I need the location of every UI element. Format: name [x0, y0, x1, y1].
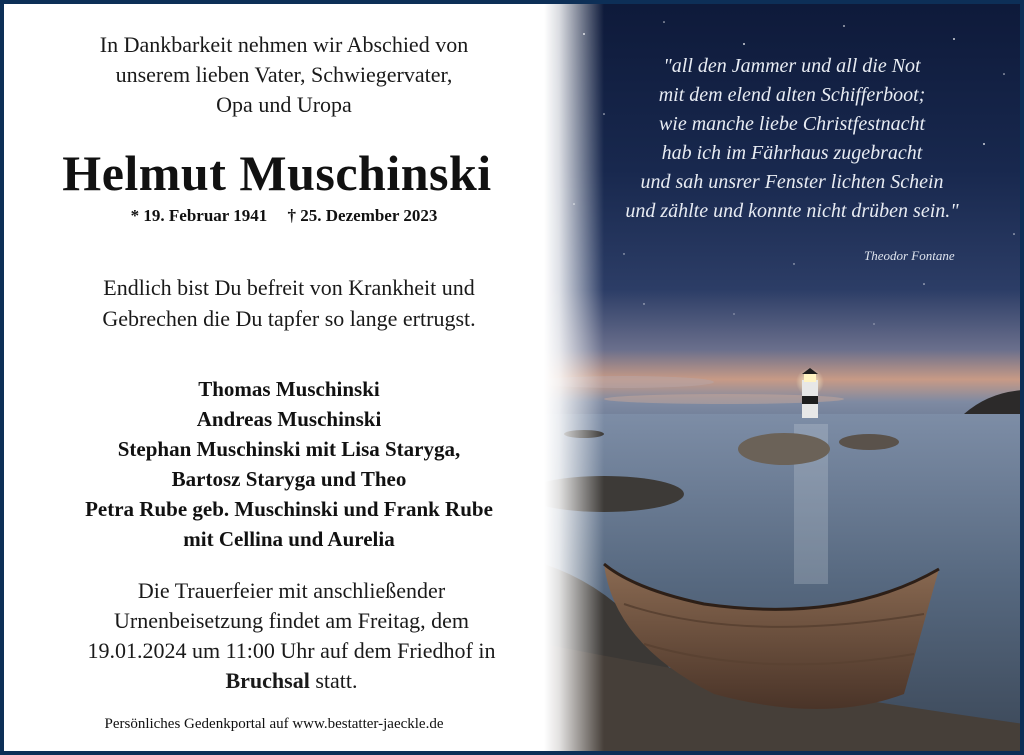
intro-line: Opa und Uropa [216, 92, 352, 117]
mourner-line: Petra Rube geb. Muschinski und Frank Rube [85, 497, 493, 521]
funeral-service-info [34, 576, 549, 696]
message-line: Endlich bist Du befreit von Krankheit und [103, 275, 475, 300]
mourner-line: mit Cellina und Aurelia [183, 527, 395, 551]
text-column [4, 4, 564, 755]
intro-text [34, 30, 534, 120]
life-dates [64, 206, 504, 226]
death-date: † 25. Dezember 2023 [287, 206, 438, 225]
quote-line: "all den Jammer und all die Not [663, 55, 921, 77]
service-line-place [34, 666, 549, 696]
quote-line: und zählte und konnte nicht drüben sein." [625, 200, 959, 222]
mourners-list [24, 374, 554, 554]
deceased-name: Helmut Muschinski [62, 145, 492, 201]
mourner-line: Bartosz Staryga und Theo [171, 467, 407, 491]
birth-date: * 19. Februar 1941 [130, 206, 268, 225]
quote-line: wie manche liebe Christfestnacht [658, 113, 926, 135]
quote-line: und sah unsrer Fenster lichten Schein [640, 171, 944, 193]
intro-line: In Dankbarkeit nehmen wir Abschied von [99, 32, 469, 57]
cemetery-place: Bruchsal [225, 668, 310, 693]
service-line: Die Trauerfeier mit anschließender [137, 578, 446, 603]
fontane-quote [574, 52, 1010, 226]
mourner-line: Andreas Muschinski [196, 407, 382, 431]
mourner-line: Thomas Muschinski [198, 377, 380, 401]
service-suffix: statt. [309, 668, 358, 693]
farewell-message [34, 272, 544, 334]
quote-line: hab ich im Fährhaus zugebracht [661, 142, 923, 164]
service-line: Urnenbeisetzung findet am Freitag, dem [114, 608, 469, 633]
quote-line: mit dem elend alten Schifferboot; [658, 84, 926, 106]
mourner-line: Stephan Muschinski mit Lisa Staryga, [117, 437, 461, 461]
quote-author: Theodor Fontane [864, 248, 955, 263]
service-line: 19.01.2024 um 11:00 Uhr auf dem Friedhof in [87, 638, 496, 663]
message-line: Gebrechen die Du tapfer so lange ertrugst. [102, 306, 476, 331]
memorial-portal-link[interactable]: Persönliches Gedenkportal auf www.bestatter-jaeckle.de [104, 716, 444, 732]
intro-line: unserem lieben Vater, Schwiegervater, [115, 62, 453, 87]
